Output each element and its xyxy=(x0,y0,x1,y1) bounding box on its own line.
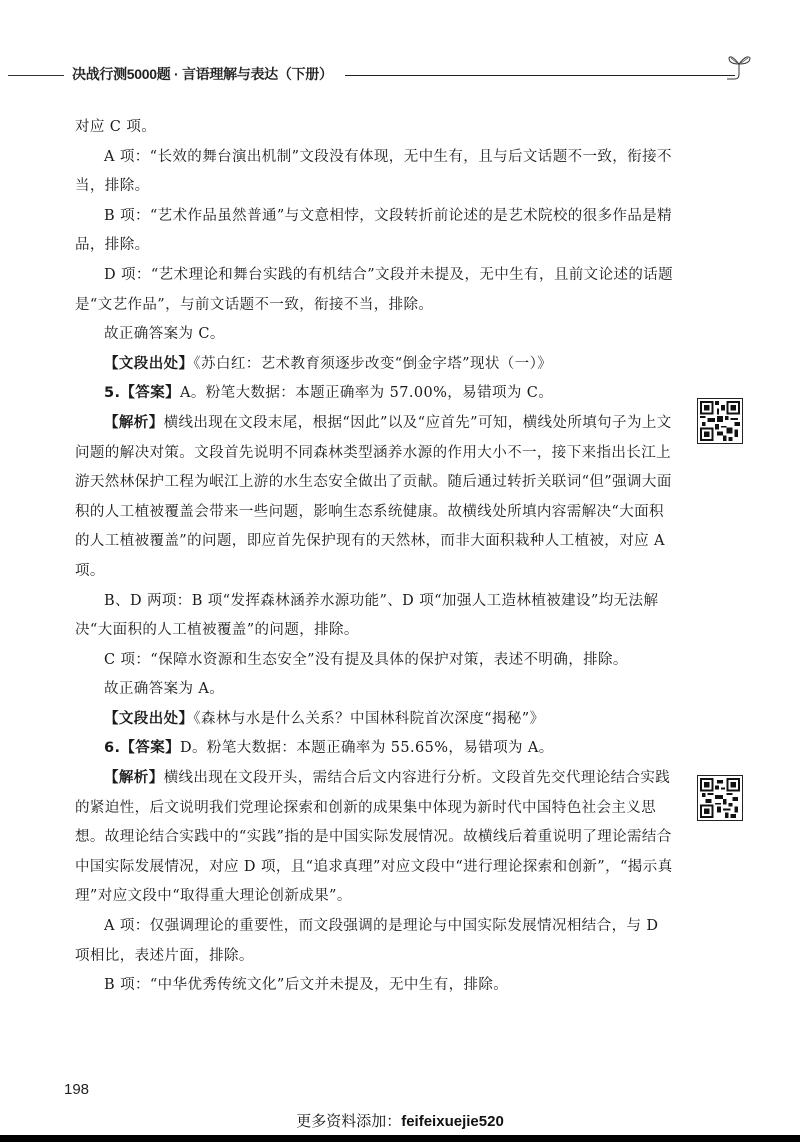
paragraph: D 项：“艺术理论和舞台实践的有机结合”文段并未提及，无中生有，且前文论述的话题是“文艺作品”，与前文话题不一致，衔接不当，排除。 xyxy=(75,266,674,313)
analysis-paragraph xyxy=(75,409,675,587)
paragraph: 故正确答案为 C。 xyxy=(104,326,225,343)
source-title: 《森林与水是什么关系？中国林科院首次深度“揭秘”》 xyxy=(193,710,545,727)
qr-code-question-6[interactable] xyxy=(697,775,743,821)
running-title: 决战行测5000题 · 言语理解与表达（下册） xyxy=(72,66,333,82)
paragraph: 故正确答案为 A。 xyxy=(104,681,225,698)
answer-label: 5.【答案】 xyxy=(104,385,180,402)
source-citation xyxy=(75,350,675,380)
paragraph: A 项：仅强调理论的重要性，而文段强调的是理论与中国实际发展情况相结合，与 D 项相比，表述片面，排除。 xyxy=(75,918,659,964)
qr-code-icon xyxy=(700,778,740,818)
qr-code-icon xyxy=(700,401,740,441)
sprout-icon xyxy=(727,50,757,80)
page-body xyxy=(75,113,675,1001)
footer-handle: feifeixuejie520 xyxy=(401,1113,504,1130)
header-rule-left xyxy=(8,75,64,76)
paragraph: 对应 C 项。 xyxy=(75,119,157,135)
source-label: 【文段出处】 xyxy=(104,710,194,727)
footer-prefix: 更多资料添加： xyxy=(296,1112,402,1130)
analysis-label: 【解析】 xyxy=(104,414,164,431)
analysis-text: 横线出现在文段末尾，根据“因此”以及“应首先”可知，横线处所填句子为上文问题的解决对策。文段首先说明不同森林类型涵养水源的作用大小不一，接下来指出长江上游天然林保护工程为岷江上游的水生态安全做出了贡献。随后通过转折关联词“但”强调大面积的人工植被覆盖会带来一些问题，影响生态系统健康。故横线处所填内容需解决“大面积的人工植被覆盖”的问题，即应首先保护现有的天然林，而非大面积栽种人工植被，对应 A 项。 xyxy=(75,414,672,579)
header-rule-right xyxy=(345,75,735,76)
answer-line xyxy=(75,379,675,409)
analysis-label: 【解析】 xyxy=(104,770,164,787)
answer-line xyxy=(75,734,675,764)
qr-code-question-5[interactable] xyxy=(697,398,743,444)
analysis-text: 横线出现在文段开头，需结合后文内容进行分析。文段首先交代理论结合实践的紧迫性，后文说明我们党理论探索和创新的成果集中体现为新时代中国特色社会主义思想。故理论结合实践中的“实践”指的是中国实际发展情况。故横线后着重说明了理论需结合中国实际发展情况，对应 D 项，且“追求真理”对应文段中“进行理论探索和创新”，“揭示真理”对应文段中“取得重大理论创新成果”。 xyxy=(75,770,673,905)
running-header xyxy=(0,50,800,100)
paragraph: B 项：“中华优秀传统文化”后文并未提及，无中生有，排除。 xyxy=(104,977,509,994)
paragraph: A 项：“长效的舞台演出机制”文段没有体现，无中生有，且与后文话题不一致，衔接不当，排除。 xyxy=(75,148,672,195)
bottom-bar xyxy=(0,1135,800,1142)
answer-text: D。粉笔大数据：本题正确率为 55.65%，易错项为 A。 xyxy=(180,740,554,757)
source-label: 【文段出处】 xyxy=(104,355,194,372)
analysis-paragraph xyxy=(75,764,675,912)
source-citation xyxy=(75,705,675,735)
paragraph: C 项：“保障水资源和生态安全”没有提及具体的保护对策，表述不明确，排除。 xyxy=(104,651,628,668)
page-number: 198 xyxy=(64,1081,90,1098)
source-title: 《苏白红：艺术教育须逐步改变“倒金字塔”现状（一）》 xyxy=(193,355,553,372)
footer-note xyxy=(0,1110,800,1131)
paragraph: B 项：“艺术作品虽然普通”与文意相悖，文段转折前论述的是艺术院校的很多作品是精品，排除。 xyxy=(75,207,673,254)
answer-label: 6.【答案】 xyxy=(104,740,180,757)
paragraph: B、D 两项：B 项“发挥森林涵养水源功能”、D 项“加强人工造林植被建设”均无法解决“大面积的人工植被覆盖”的问题，排除。 xyxy=(75,592,659,639)
answer-text: A。粉笔大数据：本题正确率为 57.00%，易错项为 C。 xyxy=(180,385,554,402)
